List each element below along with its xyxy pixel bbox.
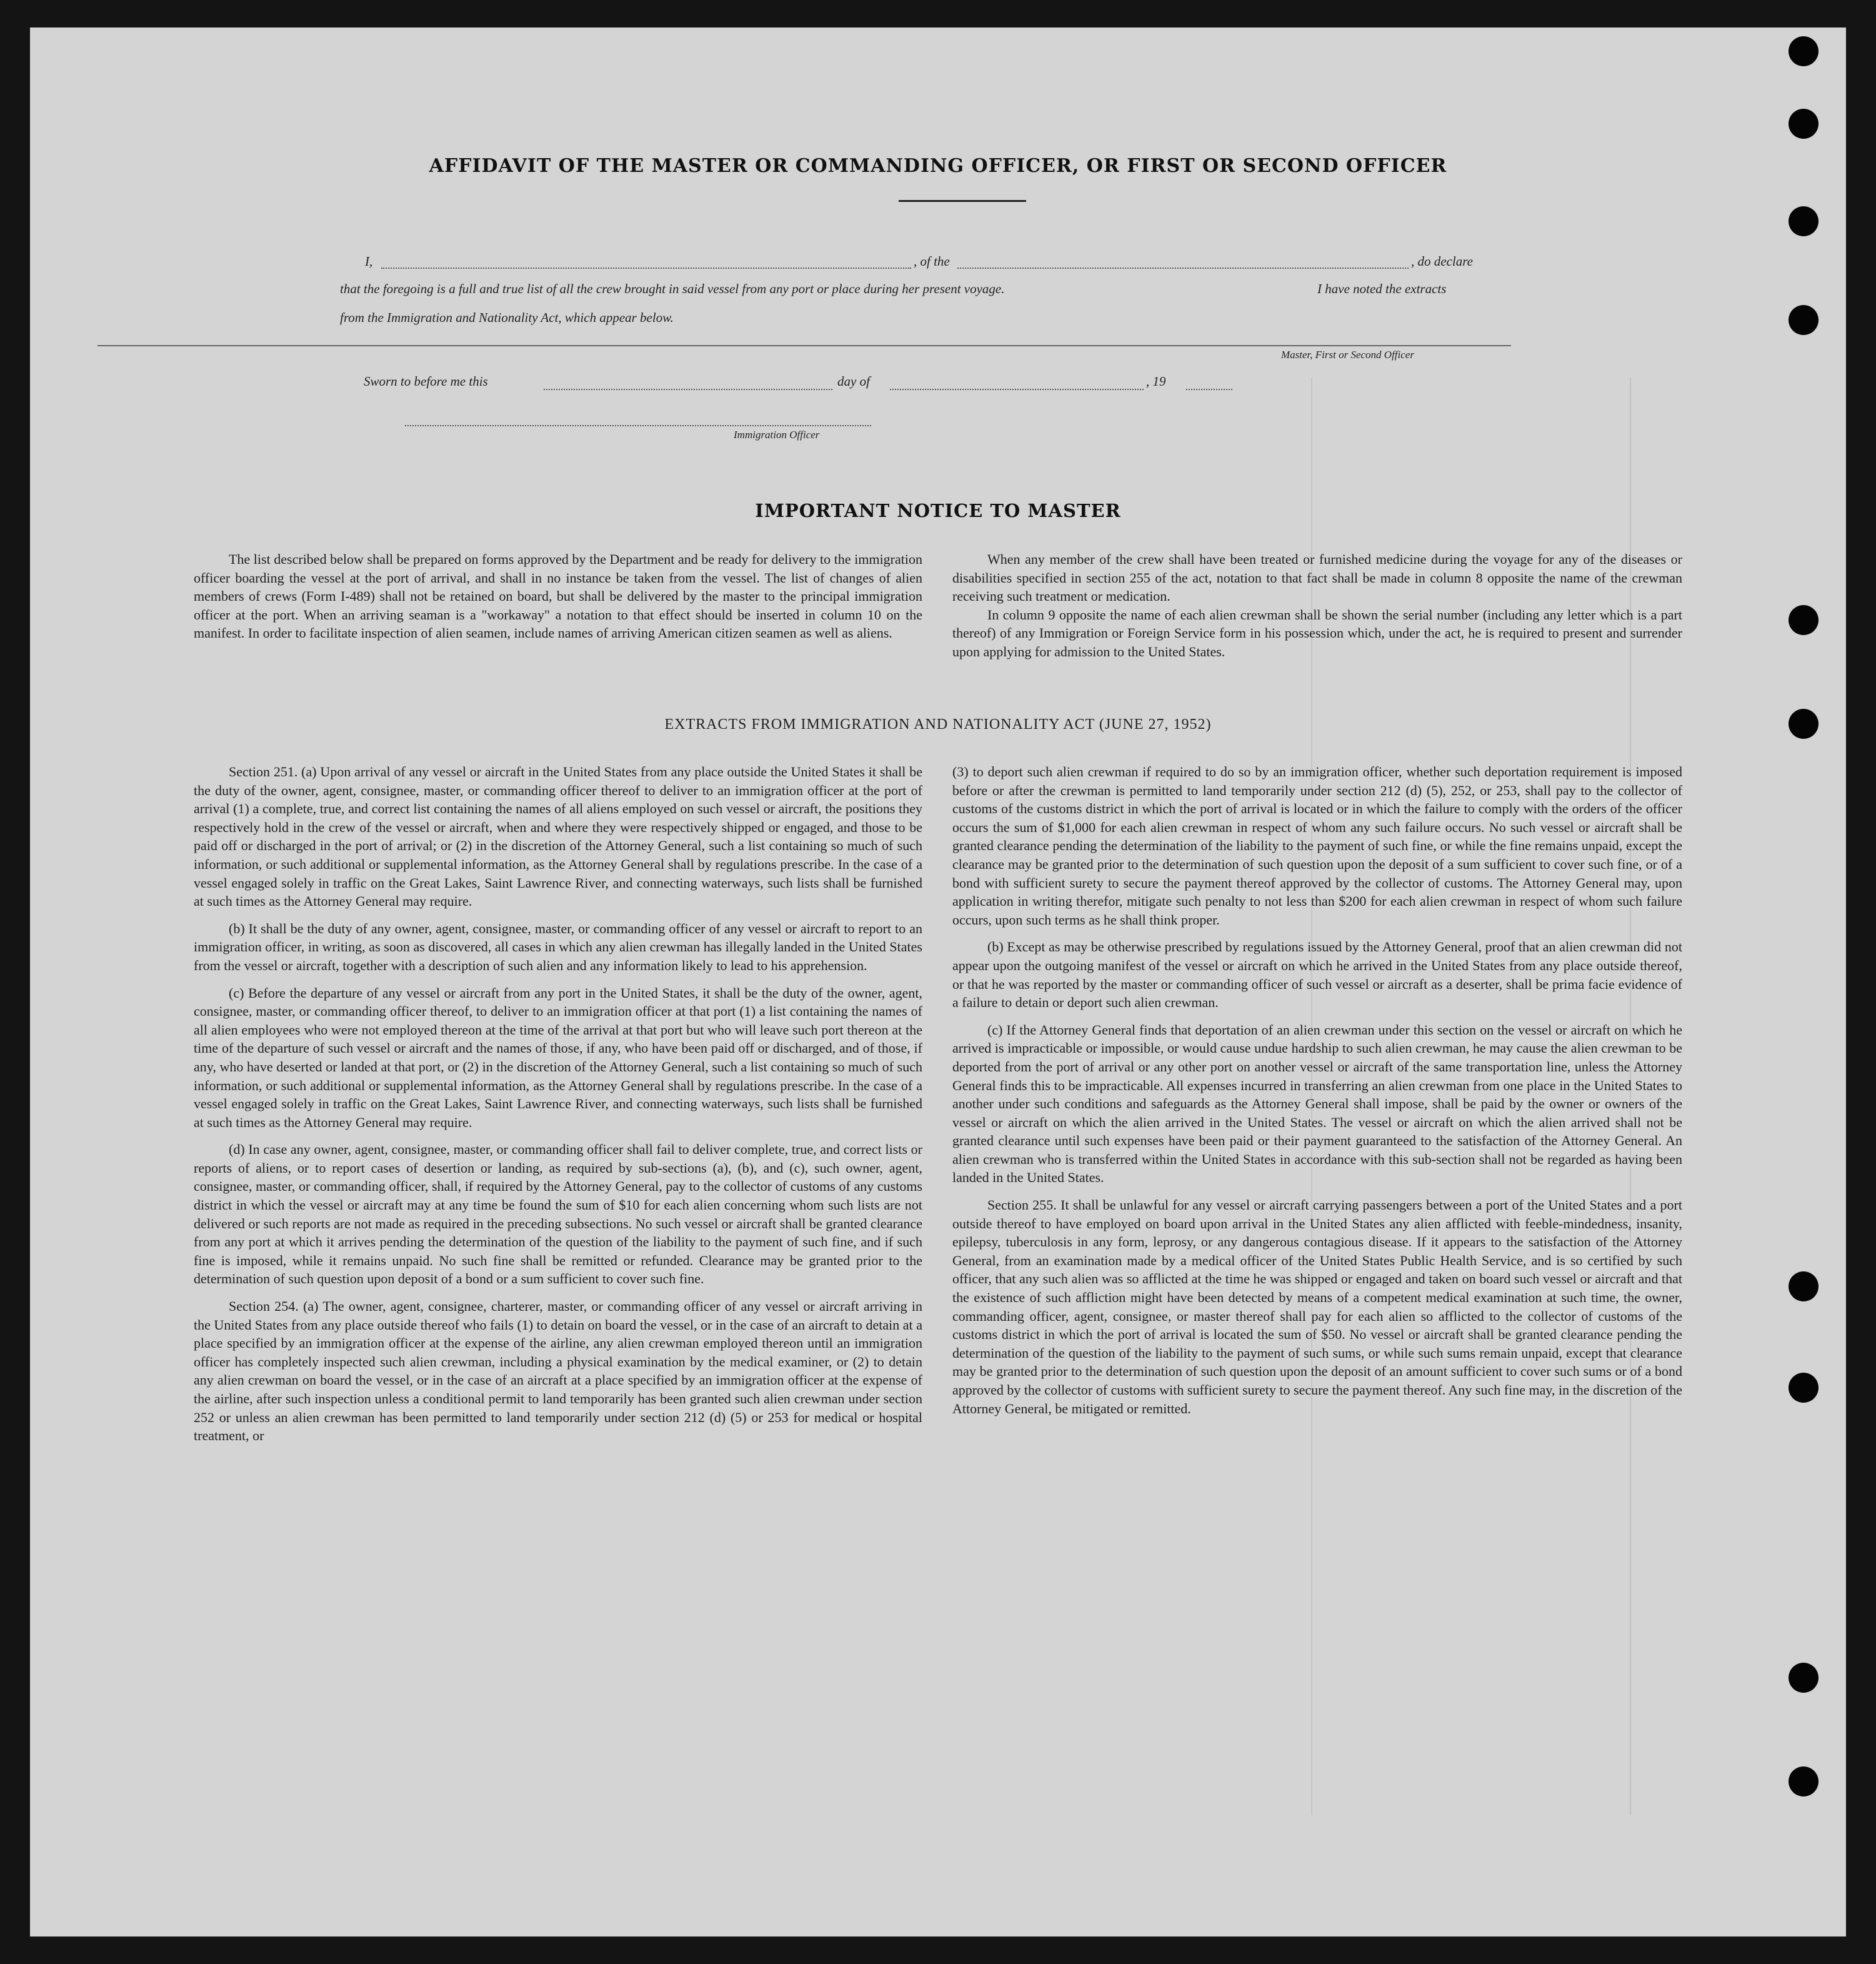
section-251-a: Section 251. (a) Upon arrival of any vessel or aircraft in the United States from any place outside the United States it shall be the duty of the owner, agent, consignee, master, or commanding officer thereof to deliver to an immigration officer at the port of arrival (1) a complete, true, and correct list containing the names of all aliens employed on such vessel or aircraft, the positions they respectively hold in the crew of the vessel or aircraft, when and where they were respectively shipped or engaged, and those to be paid off or discharged in the port of arrival; or (2) in the discretion of the Attorney General, such a list containing so much of such information, or such additional or supplemental information, as the Attorney General shall by regulations prescribe. In the case of a vessel engaged solely in traffic on the Great Lakes, Saint Lawrence River, and connecting waterways, such lists shall be furnished at such times as the Attorney General may require. [194,764,922,909]
title-rule [899,200,1026,202]
extracts-right-column [952,763,1682,1426]
immigration-officer-label: Immigration Officer [734,429,820,441]
affidavit-line2-noted: I have noted the extracts [1317,281,1447,296]
affidavit-line3: from the Immigration and Nationality Act, which appear below. [340,310,674,325]
extracts-left-column [194,763,922,1454]
section-254-a-continued: (3) to deport such alien crewman if required to do so by an immigration officer, whether such deportation requirement is imposed before or after the crewman is permitted to land temporarily under section 212 (d) (5), 252, or 253, shall pay to the collector of customs of the customs district in which the port of arrival is located or in which the failure to comply with the orders of the officer occurs the sum of $1,000 for each alien crewman in respect of whom any such failure occurs. No such vessel or aircraft shall be granted clearance pending the determination of the liability to the payment of such fine, or while the fine remains unpaid, except the clearance may be granted prior to the determination of such question upon the deposit of a sum sufficient to cover such fine, or of a bond with sufficient surety to secure the payment thereof approved by the collector of customs. The Attorney General may, upon application in writing therefor, mitigate such penalty to not less than $200 for each alien crewman in respect of whom such failure occurs, upon such terms as he shall think proper. [952,764,1682,928]
vessel-field[interactable] [957,268,1409,269]
section-254-c: (c) If the Attorney General finds that deportation of an alien crewman under this section on the vessel or aircraft on which he arrived is impracticable or impossible, or would cause undue hardship to such alien crewman, he may cause the alien crewman to be deported from the port of arrival or any other port on another vessel or aircraft of the same transportation line, unless the Attorney General finds this to be impracticable. All expenses incurred in transferring an alien crewman from one place in the United States to another under such conditions and safeguards as the Attorney General shall impose, shall be paid by the owner or owners of the vessel or aircraft on which the alien arrived in the United States. The vessel or aircraft on which the alien arrived shall not be granted clearance until such expenses have been paid or their payment guaranteed to the satisfaction of the Attorney General. An alien crewman who is transferred within the United States in accordance with this sub-section shall not be regarded as having been landed in the United States. [952,1021,1682,1186]
binder-hole [1789,605,1819,635]
binder-hole [1789,1663,1819,1693]
sworn-year-field[interactable] [1186,389,1232,390]
affidavit-line2: that the foregoing is a full and true list of all the crew brought in said vessel from any port or place during her present voyage. [340,281,1005,296]
affiant-name-field[interactable] [381,268,911,269]
binder-hole [1789,305,1819,335]
bleed-through-header [317,109,326,135]
binder-hole [1789,206,1819,236]
binder-hole [1789,1271,1819,1301]
section-254-b: (b) Except as may be otherwise prescribed by regulations issued by the Attorney General, proof that an alien crewman did not appear upon the outgoing manifest of the vessel or aircraft on which he arrived in the United States from any place outside thereof, or that he was reported by the master or commanding officer of such vessel or aircraft as a deserter, shall be prima facie evidence of a failure to detain or deport such alien crewman. [952,939,1682,1011]
binder-hole [1789,1766,1819,1796]
signature-line[interactable] [97,345,1511,346]
notice-right-paragraph-2: In column 9 opposite the name of each alien crewman shall be shown the serial number (including any letter which is a part thereof) of any Immigration or Foreign Service form in his possession which, under the act, he is required to present and surrender upon applying for admission to the United States. [952,606,1682,659]
binder-hole [1789,1373,1819,1403]
affidavit-title: AFFIDAVIT OF THE MASTER OR COMMANDING OFFICER, OR FIRST OR SECOND OFFICER [429,155,1447,177]
signature-label: Master, First or Second Officer [1281,349,1414,361]
section-255: Section 255. It shall be unlawful for any vessel or aircraft carrying passengers between a port of the United States and a port outside thereof to have employed on board upon arrival in the United States any alien afflicted with feeble-mindedness, insanity, epilepsy, tuberculosis in any form, leprosy, or any dangerous contagious disease. If it appears to the satisfaction of the Attorney General, from an examination made by a medical officer of the United States Public Health Service, and is so certified by such officer, that any such alien was so afflicted at the time he was shipped or engaged and taken on board such vessel or aircraft and that the existence of such affliction might have been detected by means of a competent medical examination at such time, the owner, commanding officer, agent, consignee, or master thereof shall pay for each alien so afflicted to the collector of customs of the customs district in which the port of arrival is located the sum of $50. No vessel or aircraft shall be granted clearance pending the determination of the question of the liability to the payment of such sums, or while such sums remain unpaid, except that clearance may be granted prior to the determination of such question upon the deposit of an amount sufficient to cover such sums or of a bond approved by the collector of customs with sufficient surety to secure the payment thereof. Any such fine may, in the discretion of the Attorney General, be mitigated or remitted. [952,1197,1682,1416]
sworn-day-field[interactable] [544,389,832,390]
sworn-label: Sworn to before me this [364,374,488,389]
immigration-officer-signature-field[interactable] [405,425,871,426]
section-251-c: (c) Before the departure of any vessel or aircraft from any port in the United States, it shall be the duty of the owner, agent, consignee, master, or commanding officer thereof, to deliver to an immigration officer at that port (1) a list containing the names of all alien employees who were not employed thereon at the time of the arrival at that port but who will leave such port thereon at the time of the departure of such vessel or aircraft and the names of those, if any, who have been paid off or discharged, and of those, if any, who have deserted or landed at that port, or (2) in the discretion of the Attorney General, such a list containing so much of such information, or such additional or supplemental information, as the Attorney General shall by regulations prescribe. In the case of a vessel engaged solely in traffic on the Great Lakes, Saint Lawrence River, and connecting waterways, such lists shall be furnished at such times as the Attorney General may require. [194,985,922,1130]
notice-title: IMPORTANT NOTICE TO MASTER [755,500,1121,521]
day-of-label: day of [837,374,870,389]
affidavit-declare-label: , do declare [1411,254,1473,269]
notice-right-column [952,550,1682,670]
affidavit-of-the-label: , of the [914,254,950,269]
binder-hole [1789,36,1819,66]
extracts-title: EXTRACTS FROM IMMIGRATION AND NATIONALITY ACT (JUNE 27, 1952) [664,716,1212,733]
document-page [30,28,1846,1936]
notice-right-paragraph-1: When any member of the crew shall have been treated or furnished medicine during the voyage for any of the diseases or disabilities specified in section 255 of the act, notation to that fact shall be made in column 8 opposite the name of the crewman receiving such treatment or medication. [952,551,1682,604]
section-254-a: Section 254. (a) The owner, agent, consignee, charterer, master, or commanding officer of any vessel or aircraft arriving in the United States from any place outside thereof who fails (1) to detain on board the vessel, or in the case of an aircraft to detain at a place specified by an immigration officer at the expense of the airline, any alien crewman employed thereon until an immigration officer has completely inspected such alien crewman, including a physical examination by the medical examiner, or (2) to detain any alien crewman on board the vessel, or in the case of an aircraft at a place specified by an immigration officer at the expense of the airline, after such inspection unless a conditional permit to land temporarily has been granted such alien crewman under section 252 or unless an alien crewman has been permitted to land temporarily under section 212 (d) (5) or 253 for medical or hospital treatment, or [194,1298,922,1444]
section-251-b: (b) It shall be the duty of any owner, agent, consignee, master, or commanding officer of any vessel or aircraft to report to an immigration officer, in writing, as soon as discovered, all cases in which any alien crewman has illegally landed in the United States from the vessel or aircraft, together with a description of such alien and any information likely to lead to his apprehension. [194,920,922,973]
binder-hole [1789,109,1819,139]
affidavit-i-label: I, [365,254,373,269]
year-label: , 19 [1146,374,1166,389]
notice-left-paragraph: The list described below shall be prepared on forms approved by the Department and be ready for delivery to the immigration officer boarding the vessel at the port of arrival, and shall in no instance be taken from the vessel. The list of changes of alien members of crews (Form I-489) shall not be retained on board, but shall be delivered by the master to the principal immigration officer at the port. When an arriving seaman is a "workaway" a notation to that effect should be inserted in column 10 on the manifest. In order to facilitate inspection of alien seamen, include names of arriving American citizen seamen as well as aliens. [194,551,922,641]
section-251-d: (d) In case any owner, agent, consignee, master, or commanding officer shall fail to deliver complete, true, and correct lists or reports of aliens, or to report cases of desertion or landing, as required by sub-sections (a), (b), and (c), such owner, agent, consignee, master, or commanding officer, shall, if required by the Attorney General, pay to the collector of customs of any customs district in which the vessel or aircraft may at any time be found the sum of $10 for each alien concerning whom such lists are not delivered or such reports are not made as required in the preceding subsections. No such vessel or aircraft shall be granted clearance from any port at which it arrives pending the determination of the question of the liability to the payment of such fine, and if such fine is imposed, while it remains unpaid. No such fine shall be remitted or refunded. Clearance may be granted prior to the determination of such question upon deposit of a bond or a sum sufficient to cover such fine. [194,1141,922,1287]
binder-hole [1789,709,1819,739]
notice-left-column [194,550,922,651]
sworn-month-field[interactable] [890,389,1144,390]
